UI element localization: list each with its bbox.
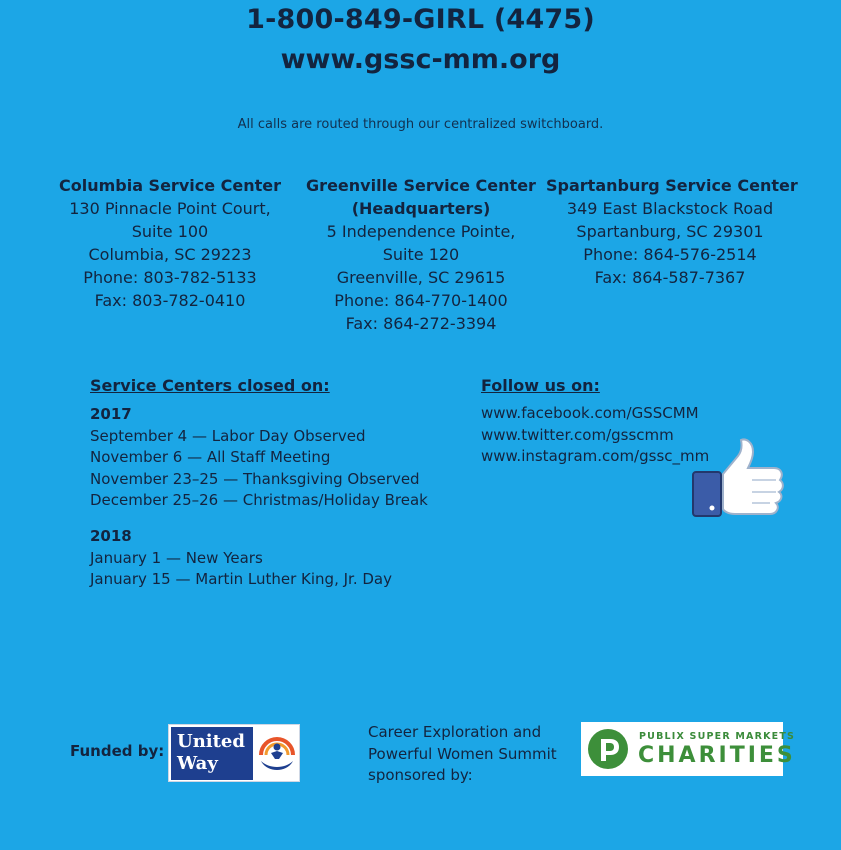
instagram-link[interactable]: www.instagram.com/gssc_mm [481, 447, 710, 465]
center-phone: Phone: 864-576-2514 [583, 245, 757, 264]
united-way-line1: United [177, 731, 245, 752]
center-city: Columbia, SC 29223 [88, 245, 252, 264]
summit-sponsor-label [368, 722, 557, 787]
list-item: December 25–26 — Christmas/Holiday Break [90, 491, 428, 509]
list-item: September 4 — Labor Day Observed [90, 426, 366, 445]
publix-title: CHARITIES [638, 743, 796, 768]
website-url[interactable]: www.gssc-mm.org [280, 44, 561, 75]
publix-charities-logo [581, 722, 796, 776]
summit-line: Powerful Women Summit [368, 744, 557, 763]
center-fax: Fax: 803-782-0410 [94, 291, 246, 310]
list-item: January 1 — New Years [90, 548, 263, 567]
year-heading: 2017 [90, 405, 132, 423]
thumbs-up-icon [690, 436, 786, 520]
center-name: Columbia Service Center [58, 176, 282, 195]
center-address-line1: 349 East Blackstock Road [566, 199, 774, 218]
list-item: November 23–25 — Thanksgiving Observed [90, 469, 420, 488]
closed-dates-title: Service Centers closed on: [90, 376, 330, 395]
publix-p-icon [587, 728, 629, 770]
funded-by-label: Funded by: [70, 742, 165, 760]
columbia-service-center [52, 174, 288, 312]
united-way-logo [168, 724, 300, 782]
center-city: Greenville, SC 29615 [336, 268, 506, 287]
united-way-emblem-icon [257, 731, 297, 777]
social-links [481, 403, 709, 468]
united-way-wordmark [171, 727, 253, 780]
center-address-line1: 5 Independence Pointe, [326, 222, 516, 241]
center-phone: Phone: 803-782-5133 [83, 268, 257, 287]
list-item: January 15 — Martin Luther King, Jr. Day [90, 570, 392, 588]
closed-2018-list [90, 526, 392, 591]
center-city: Spartanburg, SC 29301 [576, 222, 764, 241]
center-address-line1: 130 Pinnacle Point Court, [69, 199, 271, 218]
center-phone: Phone: 864-770-1400 [334, 291, 508, 310]
center-name: Greenville Service Center [306, 176, 536, 195]
center-subname: (Headquarters) [351, 199, 491, 218]
center-address-line2: Suite 100 [131, 222, 209, 241]
follow-us-title: Follow us on: [481, 376, 600, 395]
list-item: November 6 — All Staff Meeting [90, 448, 331, 466]
center-fax: Fax: 864-587-7367 [594, 268, 746, 287]
publix-subtitle: PUBLIX SUPER MARKETS [639, 731, 796, 742]
center-address-line2: Suite 120 [382, 245, 460, 264]
summit-line: sponsored by: [368, 766, 473, 784]
center-name: Spartanburg Service Center [546, 176, 798, 195]
greenville-service-center [300, 174, 542, 335]
year-heading: 2018 [90, 527, 132, 545]
united-way-line2: Way [177, 753, 218, 774]
center-fax: Fax: 864-272-3394 [345, 314, 497, 333]
summit-line: Career Exploration and [368, 723, 542, 741]
twitter-link[interactable]: www.twitter.com/gsscmm [481, 425, 674, 444]
facebook-link[interactable]: www.facebook.com/GSSCMM [481, 404, 699, 422]
switchboard-note: All calls are routed through our centralized switchboard. [237, 117, 604, 132]
phone-number: 1-800-849-GIRL (4475) [246, 4, 595, 35]
closed-2017-list [90, 404, 428, 512]
spartanburg-service-center [546, 174, 798, 289]
